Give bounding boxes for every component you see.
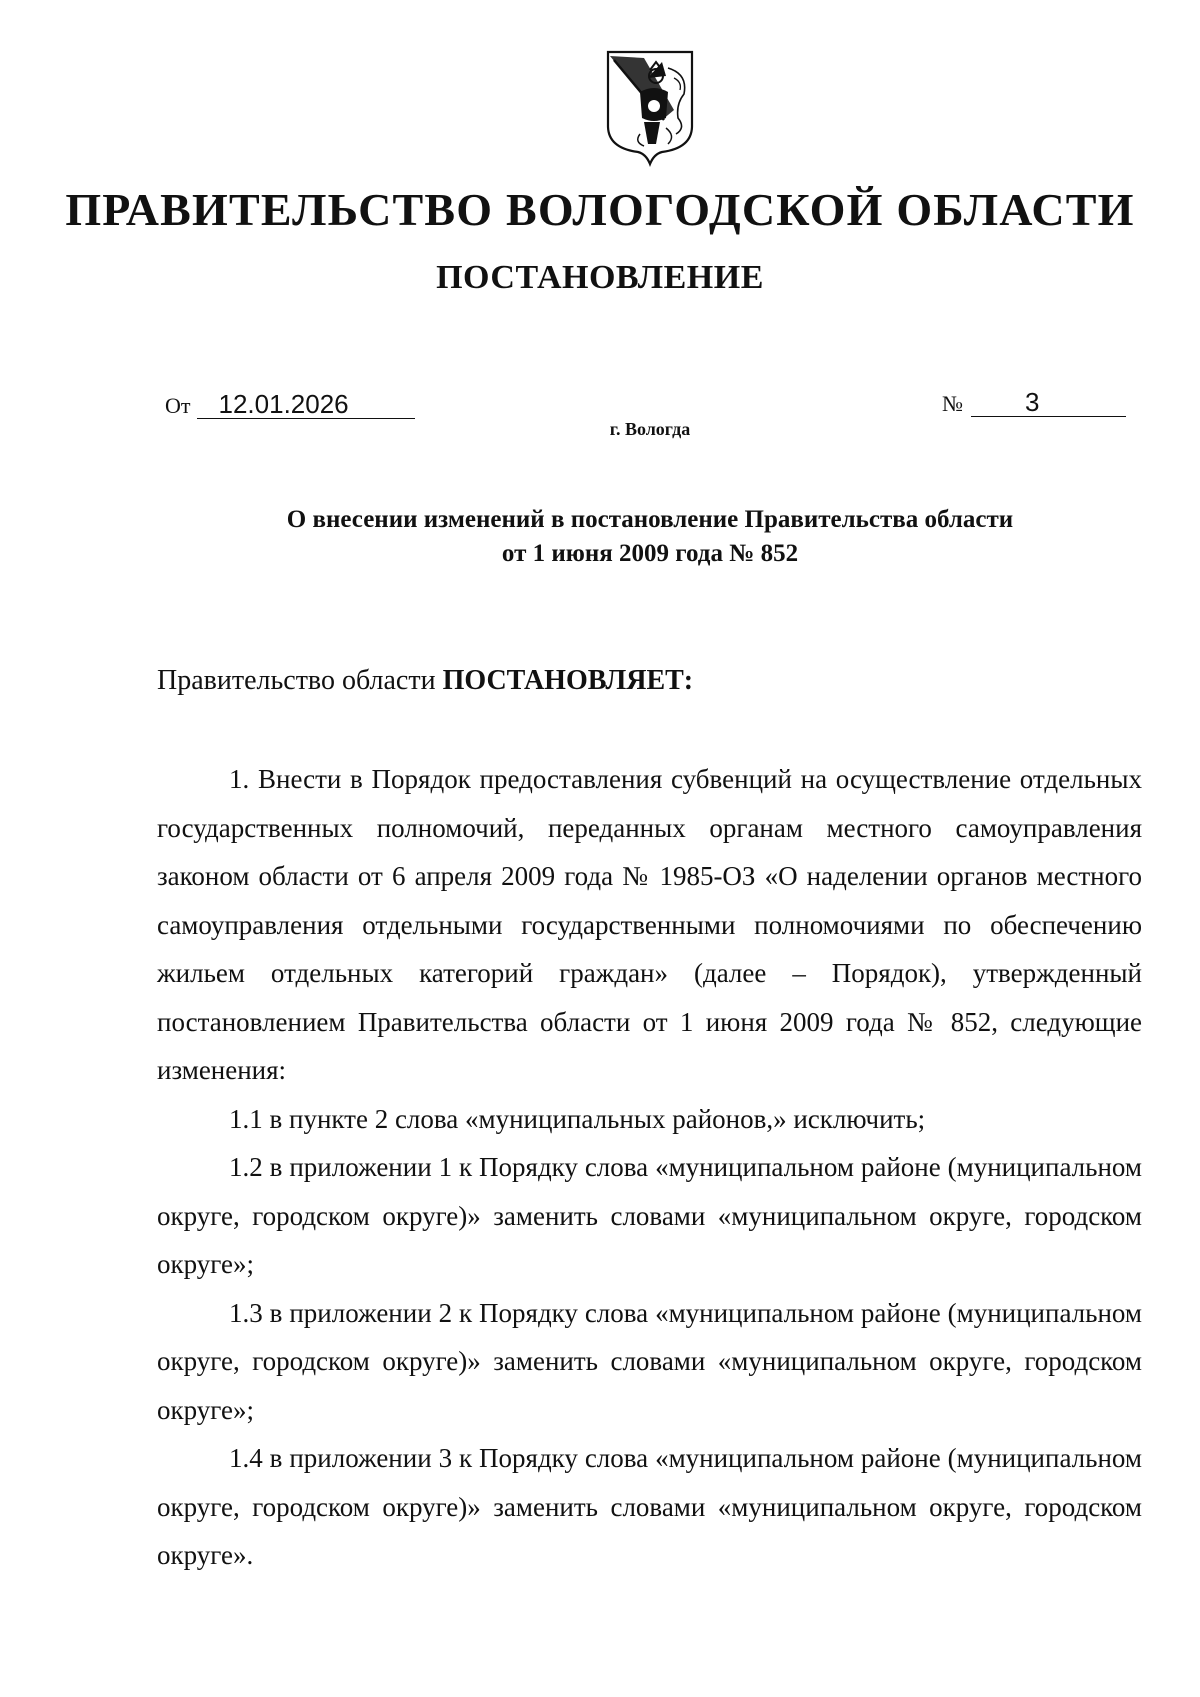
document-body [157,755,1142,1580]
decree-lead: Правительство области [157,665,436,696]
decree-verb: ПОСТАНОВЛЯЕТ: [442,665,694,696]
paragraph-1-3: 1.3 в приложении 2 к Порядку слова «муниципальном районе (муниципальном округе, городском округе)» заменить словами «муниципальном округе, городском округе»; [157,1297,1142,1425]
document-type: ПОСТАНОВЛЕНИЕ [436,259,764,296]
decree-statement [157,665,693,697]
number-line [942,388,1126,417]
number-prefix: № [942,391,963,416]
paragraph-1-4: 1.4 в приложении 3 к Порядку слова «муниципальном районе (муниципальном округе, городском округе)» заменить словами «муниципальном округе, городском округе». [157,1443,1142,1570]
document-date: 12.01.2026 [197,390,415,419]
vologda-coat-of-arms-icon [604,48,696,168]
organization-title: ПРАВИТЕЛЬСТВО ВОЛОГОДСКОЙ ОБЛАСТИ [65,184,1135,235]
subject-line-2: от 1 июня 2009 года № 852 [501,540,799,567]
paragraph-1-2: 1.2 в приложении 1 к Порядку слова «муниципальном районе (муниципальном округе, городском округе)» заменить словами «муниципальном округе, городском округе»; [157,1152,1142,1279]
subject-line-1: О внесении изменений в постановление Правительства области [286,506,1014,533]
date-line [165,390,415,419]
paragraph-1: 1. Внести в Порядок предоставления субвенций на осуществление отдельных государственных полномочий, переданных органам местного самоуправления законом области от 6 апреля 2009 года № 1985-ОЗ «О наделении органов местного самоуправления отдельными государственными полномочиями по обеспечению жильем отдельных категорий граждан» (далее – Порядок), утвержденный постановлением Правительства области от 1 июня 2009 года № 852, следующие изменения: [157,764,1142,1085]
document-number: 3 [971,388,1126,417]
paragraph-1-1: 1.1 в пункте 2 слова «муниципальных районов,» исключить; [229,1103,926,1134]
document-subject [0,503,1200,571]
city-name: г. Вологда [609,419,691,439]
date-prefix: От [165,393,191,418]
